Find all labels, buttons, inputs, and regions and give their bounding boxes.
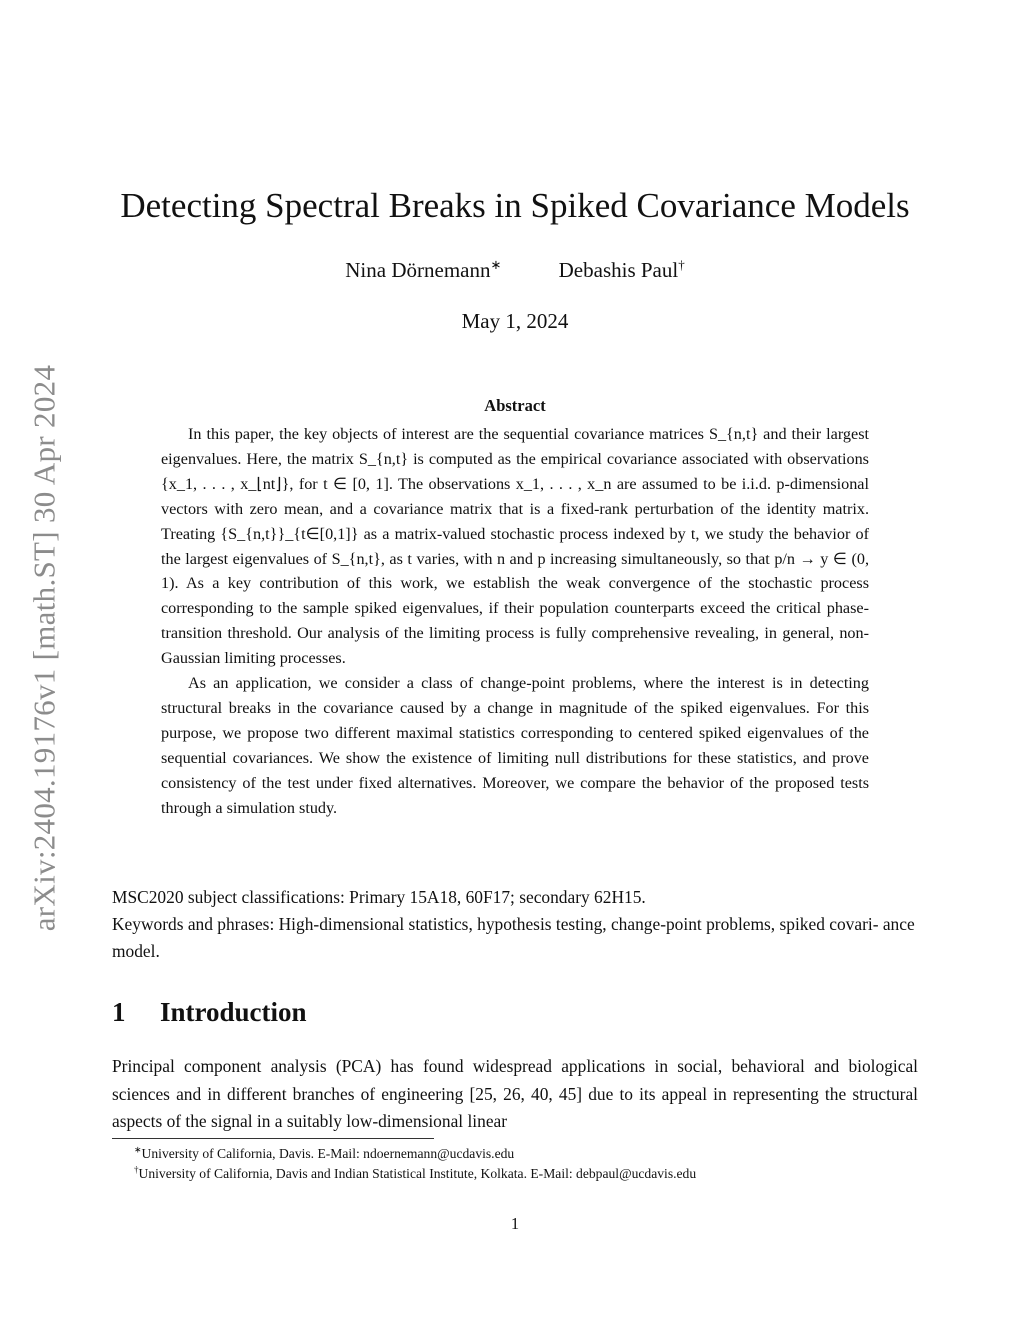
keywords: Keywords and phrases: High-dimensional statistics, hypothesis testing, change-point problems, spiked covari- ance model. xyxy=(112,914,915,961)
arxiv-side-stamp xyxy=(20,340,68,955)
abstract-heading: Abstract xyxy=(484,396,546,415)
abstract-paragraph-1: In this paper, the key objects of interest are the sequential covariance matrices S_{n,t} and their largest eigenvalues. Here, the matrix S_{n,t} is computed as the empirical covariance associated with observations {x_1, . . . , x_⌊nt⌋}, for t ∈ [0, 1]. The observations x_1, . . . , x_n are assumed to be i.i.d. p-dimensional vectors with zero mean, and a covariance matrix that is a fixed-rank perturbation of the identity matrix. Treating {S_{n,t}}_{t∈[0,1]} as a matrix-valued stochastic process indexed by t, we study the behavior of the largest eigenvalues of S_{n,t}, as t varies, with n and p increasing simultaneously, so that p/n → y ∈ (0, 1). As a key contribution of this work, we establish the weak convergence of the stochastic process corresponding to the sample spiked eigenvalues, if their population counterparts exceed the critical phase-transition threshold. Our analysis of the limiting process is fully comprehensive revealing, in general, non-Gaussian limiting processes. xyxy=(161,425,869,668)
author-1-mark: ∗ xyxy=(490,257,502,272)
footnote-2 xyxy=(112,1164,918,1184)
author-2 xyxy=(559,258,685,283)
author-list xyxy=(100,258,930,283)
msc-classification: MSC2020 subject classifications: Primary 15A18, 60F17; secondary 62H15. xyxy=(112,887,646,907)
publication-date: May 1, 2024 xyxy=(461,309,569,333)
footnote-1-mark: ∗ xyxy=(134,1144,142,1155)
footnote-2-mark: † xyxy=(134,1164,139,1175)
arxiv-identifier: arXiv:2404.19176v1 [math.ST] 30 Apr 2024 xyxy=(26,364,62,931)
author-2-mark: † xyxy=(678,257,685,272)
author-1-name: Nina Dörnemann xyxy=(345,258,491,282)
classification-block xyxy=(112,884,918,965)
paper-title: Detecting Spectral Breaks in Spiked Covariance Models xyxy=(120,186,910,225)
footnote-1-text: University of California, Davis. E-Mail: ndoernemann@ucdavis.edu xyxy=(141,1146,515,1161)
introduction-paragraph: Principal component analysis (PCA) has found widespread applications in social, behavioral and biological sciences and in different branches of engineering [25, 26, 40, 45] due to its appeal in representing the structural aspects of the signal in a suitably low-dimensional linear xyxy=(112,1056,918,1131)
abstract-body xyxy=(161,422,869,821)
footnotes xyxy=(112,1144,918,1184)
footnote-divider xyxy=(112,1138,434,1139)
author-2-name: Debashis Paul xyxy=(558,258,679,282)
abstract-paragraph-2: As an application, we consider a class of change-point problems, where the interest is in detecting structural breaks in the covariance caused by a change in magnitude of the spiked eigenvalues. For this purpose, we propose two different maximal statistics corresponding to centered spiked eigenvalues of the sequential covariances. We show the existence of limiting null distributions for these statistics, and prove consistency of the test under fixed alternatives. Moreover, we compare the behavior of the proposed tests through a simulation study. xyxy=(161,674,869,817)
footnote-1 xyxy=(112,1144,918,1164)
author-1 xyxy=(345,258,501,283)
footnote-2-text: University of California, Davis and Indian Statistical Institute, Kolkata. E-Mail: debpaul@ucdavis.edu xyxy=(138,1166,697,1181)
section-heading-introduction xyxy=(112,997,307,1028)
page-number: 1 xyxy=(510,1214,520,1233)
section-title: Introduction xyxy=(160,997,307,1027)
section-number: 1 xyxy=(112,997,126,1027)
